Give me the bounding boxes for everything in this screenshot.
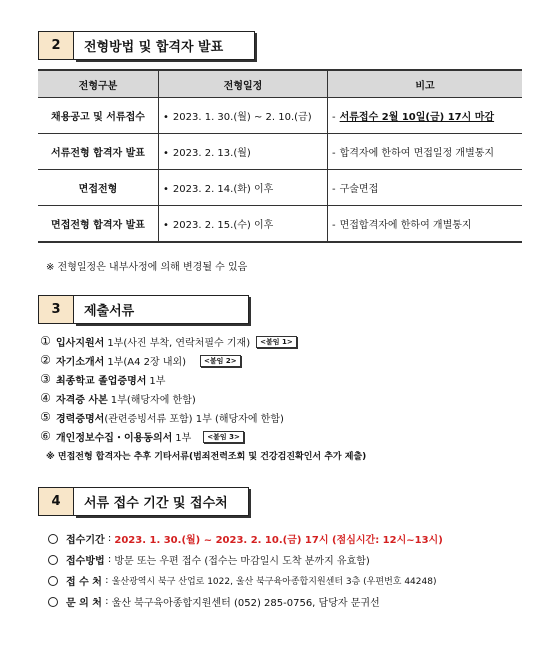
document-name: 자기소개서 xyxy=(56,357,105,368)
table-row xyxy=(38,206,522,243)
separator: : xyxy=(101,575,112,586)
info-label: 문 의 처 xyxy=(66,598,102,609)
section-title: 전형방법 및 합격자 발표 xyxy=(74,31,255,60)
date-cell: • 2023. 1. 30.(월) ~ 2. 10.(금) xyxy=(159,98,328,134)
note-cell: - 구술면접 xyxy=(328,170,523,206)
separator: : xyxy=(104,533,115,544)
section-2-header xyxy=(38,31,255,60)
document-name: 경력증명서 xyxy=(56,414,105,425)
table-header-row xyxy=(38,70,522,98)
info-label: 접수기간 xyxy=(66,535,105,546)
info-value: 2023. 1. 30.(월) ~ 2023. 2. 10.(금) 17시 (점심시간: 12시~13시) xyxy=(114,535,443,546)
document-name: 최종학교 졸업증명서 xyxy=(56,376,147,387)
list-item xyxy=(48,528,443,549)
documents-note: ※ 면접전형 합격자는 추후 기타서류(범죄전력조회 및 건강검진확인서 추가 제출) xyxy=(46,452,367,462)
date-text: 2023. 2. 15.(수) 이후 xyxy=(172,220,274,231)
list-item xyxy=(48,549,443,570)
section-title: 서류 접수 기간 및 접수처 xyxy=(74,487,249,516)
list-item xyxy=(40,332,366,351)
date-text: 2023. 2. 14.(화) 이후 xyxy=(172,184,274,195)
circle-bullet-icon xyxy=(48,555,58,565)
note-text: 서류접수 2월 10일(금) 17시 마감 xyxy=(339,112,495,123)
date-text: 2023. 2. 13.(월) xyxy=(172,148,251,159)
list-item xyxy=(40,351,366,370)
note-cell: - 면접합격자에 한하여 개별통지 xyxy=(328,206,523,243)
info-value: 방문 또는 우편 접수 (접수는 마감일시 도착 분까지 유효함) xyxy=(114,556,370,567)
item-number: ① xyxy=(40,334,51,348)
item-number: ③ xyxy=(40,372,51,386)
column-header: 전형구분 xyxy=(38,70,159,98)
column-header: 전형일정 xyxy=(159,70,328,98)
stage-cell: 면접전형 xyxy=(38,170,159,206)
document-detail: 1부 xyxy=(175,433,192,444)
list-item xyxy=(40,389,366,408)
list-item xyxy=(48,570,443,591)
attachment-tag: <붙임 1> xyxy=(256,336,297,348)
application-info-list xyxy=(48,528,443,612)
section-number: 4 xyxy=(38,487,74,516)
section-4-header xyxy=(38,487,249,516)
note-text: 면접합격자에 한하여 개별통지 xyxy=(339,220,472,231)
document-detail: 1부(A4 2장 내외) xyxy=(107,357,187,368)
document-detail: 1부 xyxy=(149,376,166,387)
document-name: 입사지원서 xyxy=(56,338,105,349)
note-cell: - 합격자에 한하여 면접일정 개별통지 xyxy=(328,134,523,170)
table-row xyxy=(38,134,522,170)
list-item xyxy=(40,408,366,427)
stage-cell: 면접전형 합격자 발표 xyxy=(38,206,159,243)
date-cell: • 2023. 2. 14.(화) 이후 xyxy=(159,170,328,206)
schedule-footnote: ※ 전형일정은 내부사정에 의해 변경될 수 있음 xyxy=(46,262,248,273)
date-cell: • 2023. 2. 13.(월) xyxy=(159,134,328,170)
note-text: 구술면접 xyxy=(339,184,379,195)
note-text: 합격자에 한하여 면접일정 개별통지 xyxy=(339,148,495,159)
item-number: ⑥ xyxy=(40,429,51,443)
list-item xyxy=(48,591,443,612)
stage-cell: 서류전형 합격자 발표 xyxy=(38,134,159,170)
section-number: 3 xyxy=(38,295,74,324)
item-number: ② xyxy=(40,353,51,367)
table-row xyxy=(38,170,522,206)
item-number: ⑤ xyxy=(40,410,51,424)
circle-bullet-icon xyxy=(48,576,58,586)
documents-list xyxy=(40,332,366,465)
info-label: 접수방법 xyxy=(66,556,105,567)
info-value: 울산광역시 북구 산업로 1022, 울산 북구육아종합지원센터 3층 (우편번호 44248) xyxy=(111,577,437,587)
circle-bullet-icon xyxy=(48,597,58,607)
separator: : xyxy=(104,554,115,565)
stage-cell: 채용공고 및 서류접수 xyxy=(38,98,159,134)
date-cell: • 2023. 2. 15.(수) 이후 xyxy=(159,206,328,243)
section-3-header xyxy=(38,295,249,324)
section-title: 제출서류 xyxy=(74,295,249,324)
document-detail: 1부(해당자에 한함) xyxy=(110,395,196,406)
info-value: 울산 북구육아종합지원센터 (052) 285-0756, 담당자 문귀선 xyxy=(111,598,380,609)
circle-bullet-icon xyxy=(48,534,58,544)
note-cell: - 서류접수 2월 10일(금) 17시 마감 xyxy=(328,98,523,134)
info-label: 접 수 처 xyxy=(66,577,102,588)
section-number: 2 xyxy=(38,31,74,60)
document-name: 개인정보수집・이용동의서 xyxy=(56,433,173,444)
list-item xyxy=(40,370,366,389)
column-header: 비고 xyxy=(328,70,523,98)
separator: : xyxy=(101,596,112,607)
schedule-table xyxy=(38,69,522,243)
document-detail: (관련증빙서류 포함) 1부 (해당자에 한함) xyxy=(104,414,284,425)
date-text: 2023. 1. 30.(월) ~ 2. 10.(금) xyxy=(172,112,312,123)
item-number: ④ xyxy=(40,391,51,405)
attachment-tag: <붙임 3> xyxy=(203,431,244,443)
attachment-tag: <붙임 2> xyxy=(200,355,241,367)
document-detail: 1부(사진 부착, 연락처필수 기재) xyxy=(107,338,251,349)
list-item xyxy=(40,427,366,446)
document-name: 자격증 사본 xyxy=(56,395,108,406)
table-row xyxy=(38,98,522,134)
